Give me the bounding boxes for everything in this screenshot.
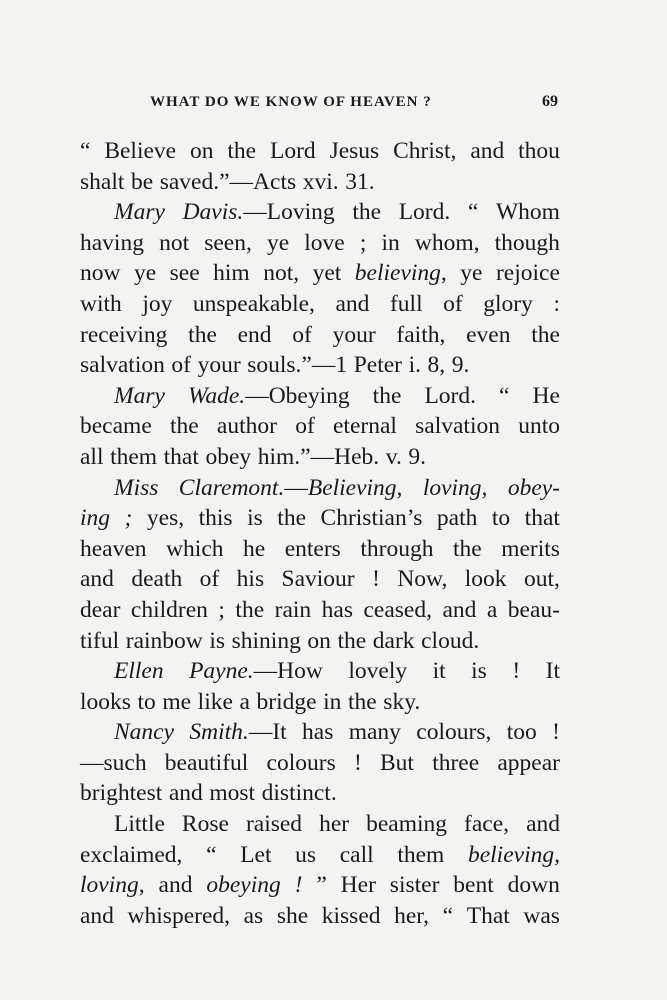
text-line: brightest and most distinct. <box>80 780 337 807</box>
text-line: heaven which he enters through the merits <box>80 535 560 562</box>
text-line: “ Believe on the Lord Jesus Christ, and thou <box>80 138 560 164</box>
text-line: with joy unspeakable, and full of glory : <box>80 290 560 317</box>
running-head: WHAT DO WE KNOW OF HEAVEN ? <box>150 94 432 110</box>
text-line: looks to me like a bridge in the sky. <box>80 688 421 715</box>
text-line: Mary Davis.—Loving the Lord. “ Whom <box>114 199 560 226</box>
text-line: tiful rainbow is shining on the dark cloud. <box>80 627 480 654</box>
text-line: salvation of your souls.”—1 Peter i. 8, 9. <box>80 352 470 379</box>
text-line: ing ; yes, this is the Christian’s path to that <box>80 505 560 532</box>
text-line: Little Rose raised her beaming face, and <box>114 811 560 838</box>
page-body <box>80 136 560 931</box>
text-line: Nancy Smith.—It has many colours, too ! <box>114 719 560 746</box>
text-line: exclaimed, “ Let us call them believing, <box>80 841 560 868</box>
page-number: 69 <box>542 93 558 110</box>
text-line: all them that obey him.”—Heb. v. 9. <box>80 443 427 470</box>
text-line: Ellen Payne.—How lovely it is ! It <box>114 658 560 685</box>
text-line: Mary Wade.—Obeying the Lord. “ He <box>114 382 560 409</box>
text-line: and whispered, as she kissed her, “ That was <box>80 902 560 929</box>
text-line: and death of his Saviour ! Now, look out, <box>80 566 560 593</box>
text-line: shalt be saved.”—Acts xvi. 31. <box>80 168 375 195</box>
text-line: receiving the end of your faith, even the <box>80 321 560 348</box>
text-line: now ye see him not, yet believing, ye rejoice <box>80 260 560 287</box>
text-line: —such beautiful colours ! But three appear <box>80 749 560 776</box>
text-line: loving, and obeying ! ” Her sister bent down <box>80 872 560 899</box>
text-line: dear children ; the rain has ceased, and a beau- <box>80 596 560 623</box>
page-header <box>80 93 558 117</box>
text-line: having not seen, ye love ; in whom, though <box>80 229 560 256</box>
text-line: Miss Claremont.—Believing, loving, obey- <box>114 474 560 501</box>
text-line: became the author of eternal salvation unto <box>80 413 560 440</box>
